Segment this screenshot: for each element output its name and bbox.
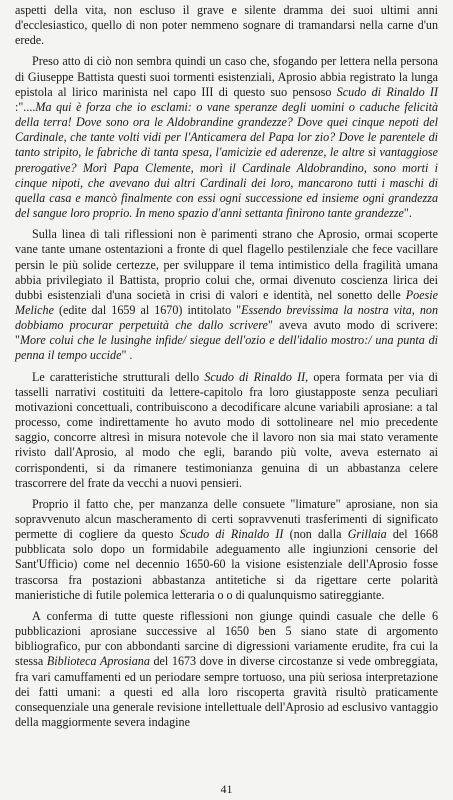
text-run: A conferma di tutte queste riflessioni non giunge quindi casuale che delle 6 pubblicazioni aprosiane successive al 1650 ben 5 siano state di argomento bibliografico, pur con abbondanti sarcine di digressioni variamente erudite, fra cui la stessa xyxy=(15,608,438,669)
italic-run: Grillaia xyxy=(347,527,387,542)
italic-run: Scudo di Rinaldo II xyxy=(336,84,438,99)
text-run: del 1673 dove in diverse circostanze si vede ombreggiata, fra vari camuffamenti ed un periodare sempre tortuoso, una più seriosa interpretazione dei fatti umani: a questi ed alla loro riscoperta gravità risultò praticamente consequenziale una generale revisione intellettuale dell'Aprosio ad esclusivo vantaggio della maggiormente severa indagine xyxy=(15,654,438,730)
text-run: ". xyxy=(403,206,412,221)
paragraph xyxy=(15,227,438,363)
italic-run: Poesie Meliche xyxy=(15,287,438,317)
text-run: Sulla linea di tali riflessioni non è parimenti strano che Aprosio, ormai scoperte vane tante umane ostentazioni a fronte di quel flagello pestilenziale che fece vacillare persin le più solide certezze, per sviluppare il tema intimistico della fragilità umana abbia privilegiato il Battista, proprio colui che, ormai divenuto coscienza lirica dei dubbi esistenziali d'una società in crisi di valori e identità, nel sonetto delle xyxy=(15,227,438,302)
text-run: Le caratteristiche strutturali dello xyxy=(32,369,205,384)
italic-run: Ma qui è forza che io esclami: o vane speranze degli uomini o caduche felicità della terra! Dove sono ora le Aldobrandine grandezze? Dove quei cinque nepoti del Cardinale, che tante volti vidi per l'Anticamera del Papa lor zio? Dove le parentele di tanto stripito, le fabriche di tanta spesa, l'amicizie ed aderenze, le altre sì vantaggiose prerogative? Morì Papa Clemente, morì il Cardinale Aldobrandino, sono morti i cinque nipoti, che avevano dui altri Cardinali dei loro, mancarono tutti i maschi di quella casa e mancò finalmente con essi ogni successione ed insieme ogni grandezza del sangue loro proprio. In meno spazio d'anni settanta finirono tante grandezze xyxy=(15,99,438,221)
italic-run: Biblioteca Aprosiana xyxy=(46,654,150,669)
italic-run: Scudo di Rinaldo II xyxy=(204,369,306,384)
text-run: (edite dal 1659 al 1670) intitolato " xyxy=(53,302,242,317)
paragraph xyxy=(15,54,438,221)
paragraph xyxy=(15,3,438,48)
text-run: " . xyxy=(121,348,133,363)
text-run: Preso atto di ciò non sembra quindi un caso che, sfogando per lettera nella persona di Giuseppe Battista questi suoi tormenti esistenziali, Aprosio abbia registrato la lunga epistola al lirico marinista nel capo III di questo suo pensoso xyxy=(15,54,438,99)
text-run: Proprio il fatto che, per manzanza delle consuete "limature" aprosiane, non sia sopravvenuto alcun mascheramento di certi sopravvenuti trasferimenti di significato permette di cogliere da questo xyxy=(15,496,438,542)
italic-run: Scudo di Rinaldo II xyxy=(179,527,284,542)
text-run: , opera formata per via di tasselli narrativi costituiti da lettere-capitolo fra loro giustapposte senza peculiari motivazioni concettuali, contribuiscono a decodificare alcune variabili aprosiane: a tal processo, come indirettamente ho avuto modo di sottolineare nel mio precedente saggio, concorre altresì in misura notevole che il lavoro non sia mai stato veramente rivisto dall'Aprosio, al modo che egli, barando più volte, aveva esternato ai corrispondenti, si da rimanere testimonianza genuina di un abbastanza celere trascorrere del frate da vecchi a nuovi pensieri. xyxy=(15,369,438,490)
paragraph xyxy=(15,497,438,603)
text-run: :".... xyxy=(15,99,36,114)
text-run: (non dalla xyxy=(283,527,348,542)
italic-run: More colui che le lusinghe infide/ siegue dell'ozio e dell'idalio mostro:/ una punta di penna il tempo uccide xyxy=(15,333,438,363)
text-run: del 1668 pubblicata solo dopo un formidabile adeguamento alle ingiunzioni censorie del Sant'Ufficio) come nel decennio 1650-60 la visione esistenziale dell'Aprosio fosse trascorsa fra postazioni abbastanza antitetiche si da rigettare certe polarità manieristiche di futile polemica letteraria o o di qualunquismo satireggiante. xyxy=(15,527,439,602)
paragraph xyxy=(15,609,438,730)
body-text xyxy=(15,3,438,730)
text-run: aspetti della vita, non escluso il grave e silente dramma dei suoi ultimi anni d'ecclesiastico, quello di non poter nemmeno sognare di tramandarsi nella carne d'un erede. xyxy=(15,3,438,48)
italic-run: Essendo brevissima la nostra vita, non dobbiamo procurar perpetuità che dallo scrivere xyxy=(15,302,438,333)
paragraph xyxy=(15,370,438,491)
page-number: 41 xyxy=(220,782,233,796)
text-run: " aveva avuto modo di scrivere: " xyxy=(15,318,438,348)
